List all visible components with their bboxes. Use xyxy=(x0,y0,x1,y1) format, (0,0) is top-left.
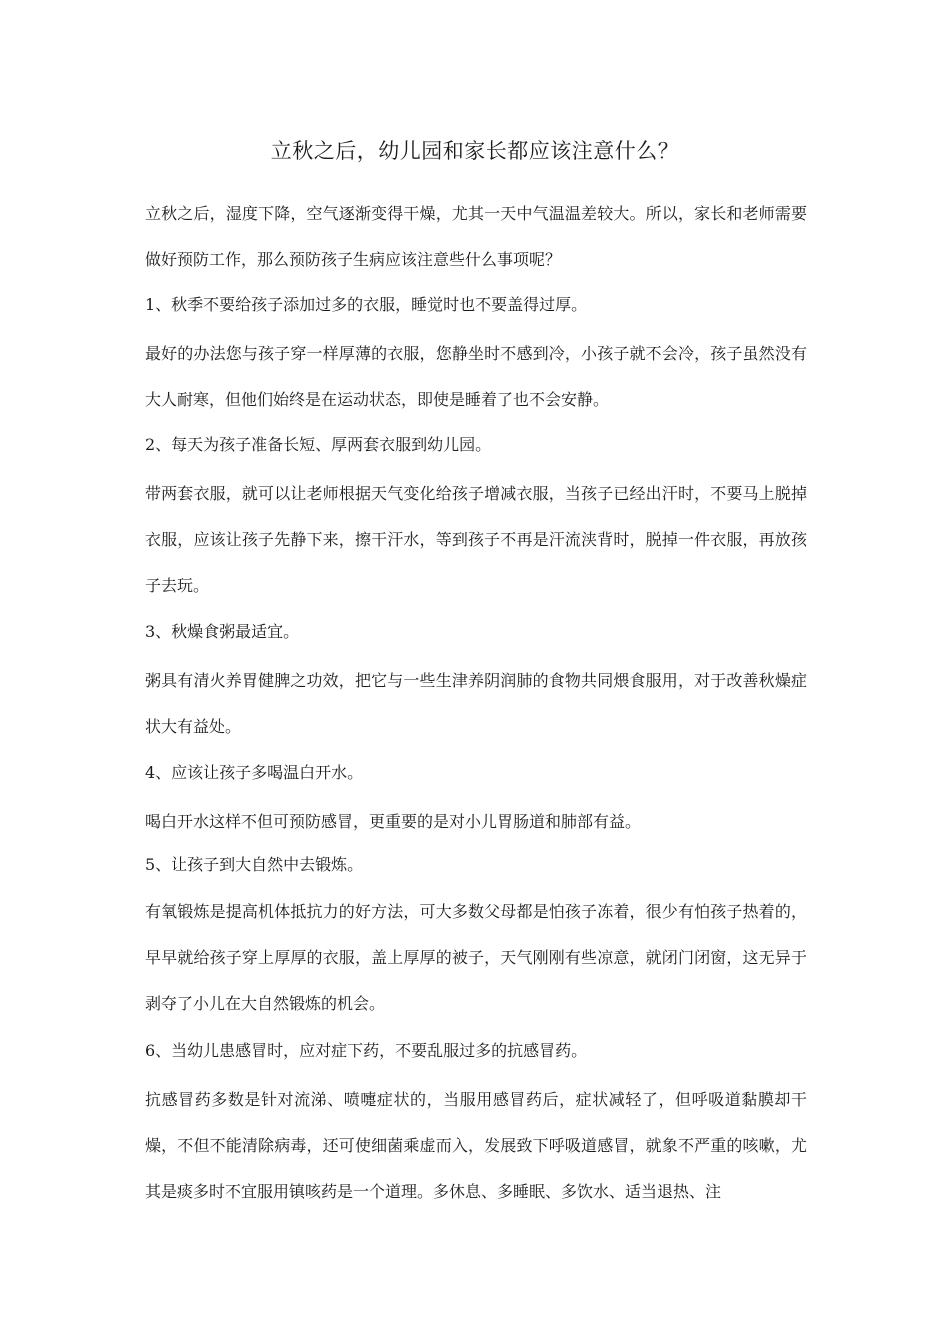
section-heading-2: 2、每天为孩子准备长短、厚两套衣服到幼儿园。 xyxy=(145,435,492,454)
paragraph-1: 最好的办法您与孩子穿一样厚薄的衣服，您静坐时不感到冷，小孩子就不会冷，孩子虽然没有大人耐寒，但他们始终是在运动状态，即使是睡着了也不会安静。 xyxy=(145,344,807,409)
section-heading-3: 3、秋燥食粥最适宜。 xyxy=(145,622,300,641)
paragraph-6: 抗感冒药多数是针对流涕、喷嚏症状的，当服用感冒药后，症状减轻了，但呼吸道黏膜却干燥，不但不能清除病毒，还可使细菌乘虚而入，发展致下呼吸道感冒，就象不严重的咳嗽，尤其是痰多时不宜服用镇咳药是一个道理。多休息、多睡眠、多饮水、适当退热、注 xyxy=(145,1090,807,1201)
paragraph-intro: 立秋之后，湿度下降，空气逐渐变得干燥，尤其一天中气温温差较大。所以，家长和老师需要做好预防工作，那么预防孩子生病应该注意些什么事项呢？ xyxy=(145,204,807,269)
section-heading-1: 1、秋季不要给孩子添加过多的衣服，睡觉时也不要盖得过厚。 xyxy=(145,295,588,314)
paragraph-5: 有氧锻炼是提高机体抵抗力的好方法，可大多数父母都是怕孩子冻着，很少有怕孩子热着的，早早就给孩子穿上厚厚的衣服，盖上厚厚的被子，天气刚刚有些凉意，就闭门闭窗，这无异于剥夺了小儿在大自然锻炼的机会。 xyxy=(145,902,807,1013)
section-heading-6: 6、当幼儿患感冒时，应对症下药，不要乱服过多的抗感冒药。 xyxy=(145,1041,588,1060)
section-heading-4: 4、应该让孩子多喝温白开水。 xyxy=(145,763,364,782)
document-title: 立秋之后，幼儿园和家长都应该注意什么？ xyxy=(270,139,680,163)
section-heading-5: 5、让孩子到大自然中去锻炼。 xyxy=(145,855,364,874)
paragraph-2: 带两套衣服，就可以让老师根据天气变化给孩子增减衣服，当孩子已经出汗时，不要马上脱掉衣服，应该让孩子先静下来，擦干汗水，等到孩子不再是汗流浃背时，脱掉一件衣服，再放孩子去玩。 xyxy=(145,484,807,595)
paragraph-3: 粥具有清火养胃健脾之功效，把它与一些生津养阴润肺的食物共同煨食服用，对于改善秋燥症状大有益处。 xyxy=(145,671,807,736)
paragraph-4: 喝白开水这样不但可预防感冒，更重要的是对小儿胃肠道和肺部有益。 xyxy=(145,812,642,831)
